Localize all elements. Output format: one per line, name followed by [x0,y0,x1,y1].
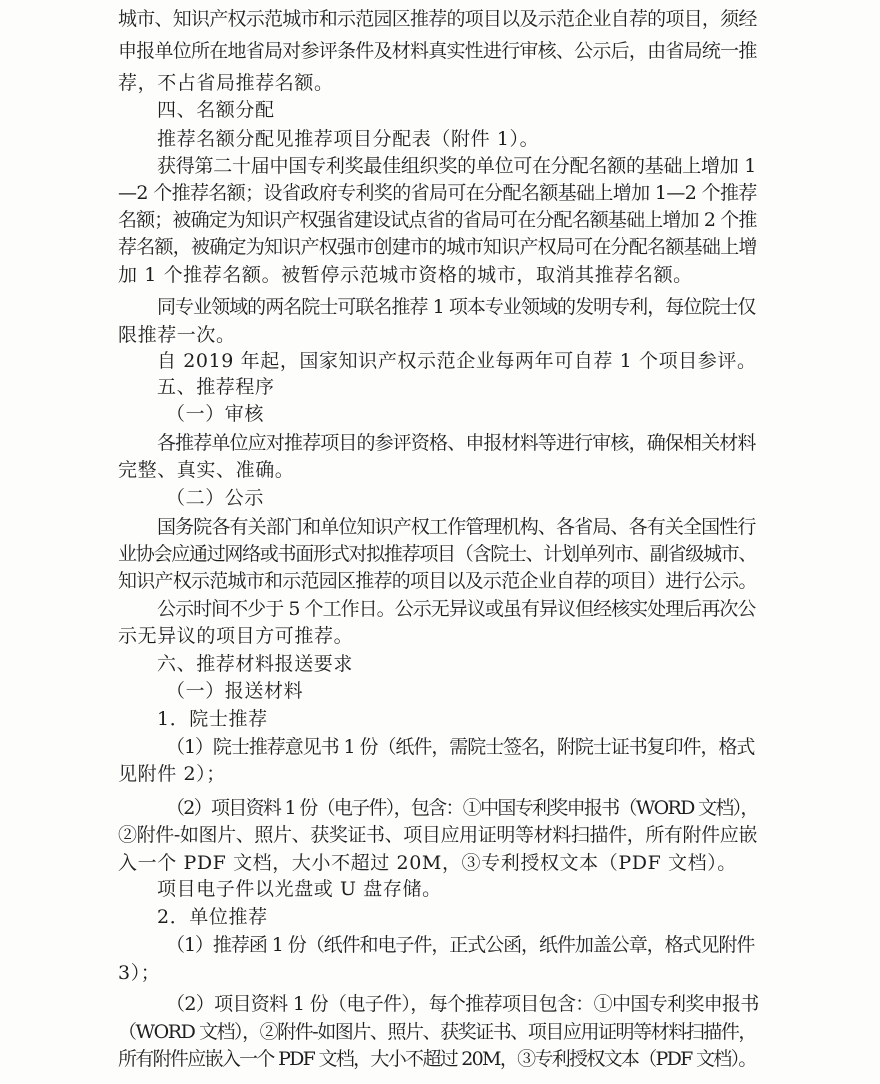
text-line: 见附件 2）； [118,763,226,785]
section-heading: 五、推荐程序 [157,376,275,398]
text-line: 申报单位所在地省局对参评条件及材料真实性进行审核、公示后，由省局统一推 [118,40,757,62]
text-line: 知识产权示范城市和示范园区推荐的项目以及示范企业自荐的项目）进行公示。 [118,570,757,592]
text-line: 限推荐一次。 [118,324,236,346]
text-line: 荐，不占省局推荐名额。 [118,72,334,94]
text-line: 入一个 PDF 文档，大小不超过 20M，③专利授权文本（PDF 文档）。 [118,852,737,874]
text-line: 完整、真实、准确。 [118,459,295,481]
section-heading: 四、名额分配 [157,99,275,121]
subsection-heading: （一）报送材料 [166,680,304,702]
subsection-heading: 1．院士推荐 [157,708,268,730]
subsection-heading: 2．单位推荐 [157,906,268,928]
subsection-heading: （一）审核 [166,403,265,425]
text-line: （1）院士推荐意见书 1 份（纸件，需院士签名，附院士证书复印件，格式 [166,736,755,758]
text-line: 各推荐单位应对推荐项目的参评资格、申报材料等进行审核，确保相关材料 [157,432,756,454]
text-line: 自 2019 年起，国家知识产权示范企业每两年可自荐 1 个项目参评。 [157,350,757,372]
text-line: —2 个推荐名额；设省政府专利奖的省局可在分配名额基础上增加 1—2 个推荐 [118,182,757,204]
text-line: 3）； [118,962,161,984]
text-line: 荐名额，被确定为知识产权强市创建市的城市知识产权局可在分配名额基础上增 [118,236,757,258]
text-line: （1）推荐函 1 份（纸件和电子件，正式公函，纸件加盖公章，格式见附件 [166,934,755,956]
text-line: 获得第二十届中国专利奖最佳组织奖的单位可在分配名额的基础上增加 1 [157,155,757,177]
text-line: （2）项目资料 1 份（电子件），每个推荐项目包含：①中国专利奖申报书 [166,993,759,1015]
text-line: 名额；被确定为知识产权强省建设试点省的省局可在分配名额基础上增加 2 个推 [118,209,757,231]
text-line: ②附件-如图片、照片、获奖证书、项目应用证明等材料扫描件，所有附件应嵌 [118,824,758,846]
text-line: 业协会应通过网络或书面形式对拟推荐项目（含院士、计划单列市、副省级城市、 [118,543,757,565]
text-line: 加 1 个推荐名额。被暂停示范城市资格的城市，取消其推荐名额。 [118,264,693,286]
text-line: 公示时间不少于 5 个工作日。公示无异议或虽有异议但经核实处理后再次公 [157,598,756,620]
text-line: 所有附件应嵌入一个 PDF 文档，大小不超过 20M，③专利授权文本（PDF 文档）。 [118,1048,756,1070]
section-heading: 六、推荐材料报送要求 [157,653,354,675]
text-line: （WORD 文档），②附件-如图片、照片、获奖证书、项目应用证明等材料扫描件， [118,1021,756,1043]
text-line: （2）项目资料 1 份（电子件），包含：①中国专利奖申报书（WORD 文档）， [166,797,758,819]
text-line: 国务院各有关部门和单位知识产权工作管理机构、各省局、各有关全国性行 [157,516,756,538]
text-line: 城市、知识产权示范城市和示范园区推荐的项目以及示范企业自荐的项目，须经 [118,8,757,30]
text-line: 示无异议的项目方可推荐。 [118,625,354,647]
text-line: 同专业领域的两名院士可联名推荐 1 项本专业领域的发明专利，每位院士仅 [157,296,756,318]
text-line: 推荐名额分配见推荐项目分配表（附件 1）。 [157,128,540,150]
text-line: 项目电子件以光盘或 U 盘存储。 [157,878,442,900]
subsection-heading: （二）公示 [166,487,265,509]
